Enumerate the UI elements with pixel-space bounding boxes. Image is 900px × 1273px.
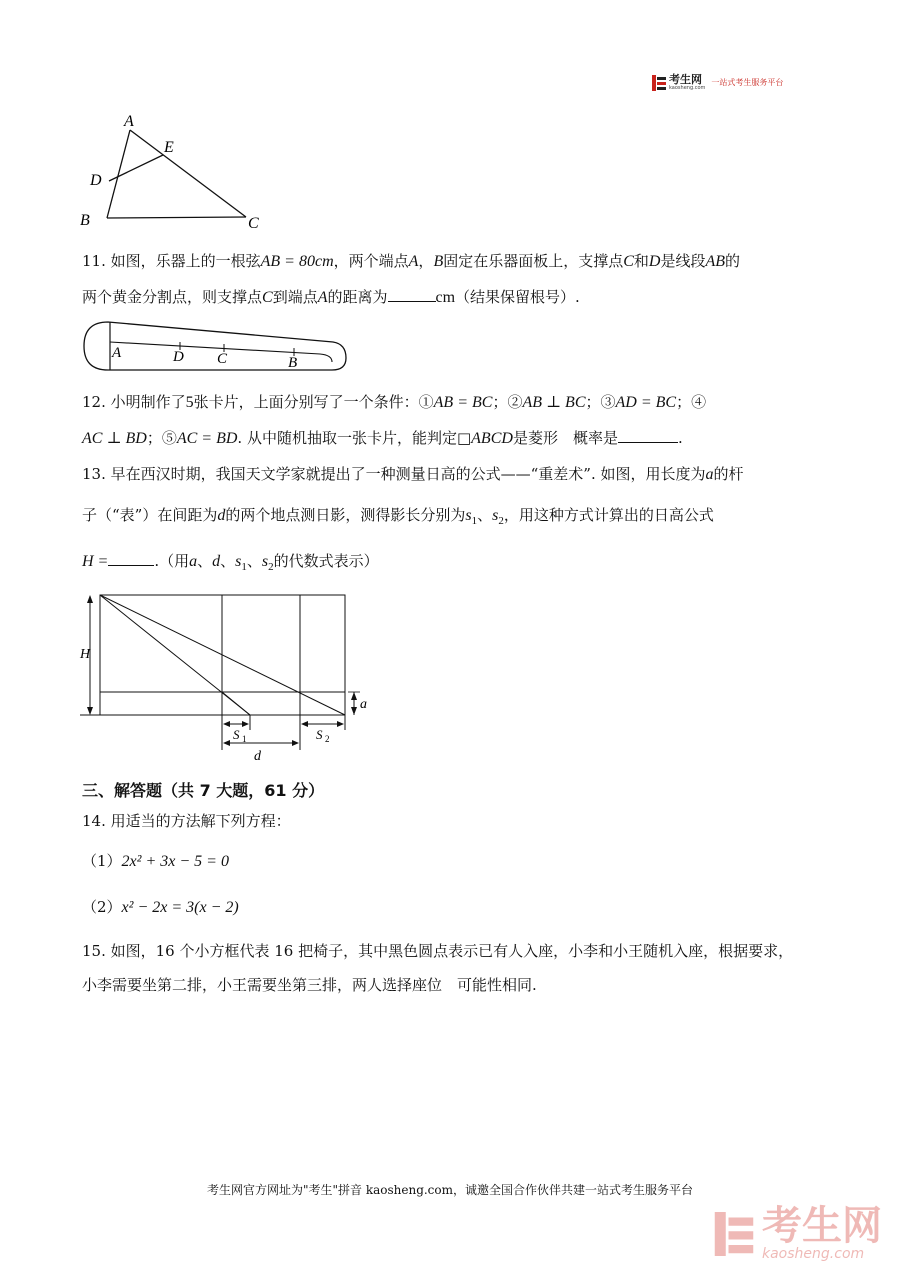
- triangle-figure: [80, 110, 270, 230]
- inst-label-A: A: [112, 345, 122, 361]
- fig-label-S2-sub: 2: [325, 734, 330, 744]
- sun-height-figure: [78, 590, 378, 770]
- inst-label-B: B: [288, 355, 298, 371]
- inst-label-C: C: [217, 351, 228, 367]
- fig-label-H: H: [80, 647, 91, 662]
- tri-label-C: C: [248, 215, 259, 230]
- instrument-figure: [80, 318, 350, 376]
- fig-label-d: d: [254, 749, 261, 764]
- q13-line2: 子（“表”）在间距为d的两个地点测日影，测得影长分别为$s_1$、$s_2$，用这种方式计算出的日高公式: [82, 506, 714, 527]
- section-title: 三、解答题（共 7 大题，61 分）: [82, 781, 325, 800]
- tri-label-B: B: [80, 212, 90, 229]
- logo-wordmark: 考生网 kaosheng.com: [669, 73, 706, 91]
- footer-text: 考生网官方网址为"考生"拼音 kaosheng.com，诚邀全国合作伙伴共建一站式考生服务平台: [206, 1183, 694, 1197]
- fig-label-S1-sub: 1: [242, 734, 247, 744]
- header-logo: [652, 74, 783, 91]
- q14-part1: （1）2x² + 3x − 5 = 0: [82, 852, 229, 870]
- inst-label-D: D: [173, 349, 184, 365]
- q14-part2: （2）x² − 2x = 3(x − 2): [82, 898, 239, 916]
- q11-line1: 11. 如图，乐器上的一根弦AB = 80cm，两个端点A，B固定在乐器面板上，支撑点C和D是线段AB的: [82, 252, 741, 270]
- fig-label-a: a: [360, 697, 367, 712]
- answer-blank: [388, 287, 436, 302]
- answer-blank: [108, 551, 154, 566]
- q15-line1: 15. 如图，16 个小方框代表 16 把椅子，其中黑色圆点表示已有人入座，小李和小王随机入座，根据要求，: [82, 942, 794, 960]
- q12-line1: 12. 小明制作了5张卡片，上面分别写了一个条件：①AB = BC；②AB ⊥ BC；③AD = BC；④: [82, 393, 707, 411]
- logo-icon: [652, 75, 666, 91]
- q15-line2: 小李需要坐第二排，小王需要坐第三排，两人选择座位 可能性相同.: [82, 976, 537, 994]
- q13-line3: H = .（用a、d、$s_1$、$s_2$的代数式表示）: [82, 552, 379, 573]
- watermark-logo-icon: [714, 1212, 754, 1256]
- fig-label-S2: S: [316, 727, 323, 742]
- tri-label-E: E: [164, 139, 174, 156]
- fig-label-S1: S: [233, 727, 240, 742]
- tri-label-D: D: [90, 172, 102, 189]
- header-slogan: 一站式考生服务平台: [711, 78, 784, 87]
- q14-intro: 14. 用适当的方法解下列方程：: [82, 812, 291, 830]
- tri-label-A: A: [124, 113, 134, 130]
- q13-line1: 13. 早在西汉时期，我国天文学家就提出了一种测量日高的公式——“重差术”. 如图，用长度为a的杆: [82, 465, 744, 483]
- watermark: 考生网 kaosheng.com: [714, 1206, 882, 1262]
- answer-blank: [618, 428, 678, 443]
- q11-line2: 两个黄金分割点，则支撑点C到端点A的距离为 cm（结果保留根号）.: [82, 288, 580, 306]
- q12-line2: AC ⊥ BD；⑤AC = BD. 从中随机抽取一张卡片，能判定□ABCD是菱形 概率是 .: [82, 429, 683, 447]
